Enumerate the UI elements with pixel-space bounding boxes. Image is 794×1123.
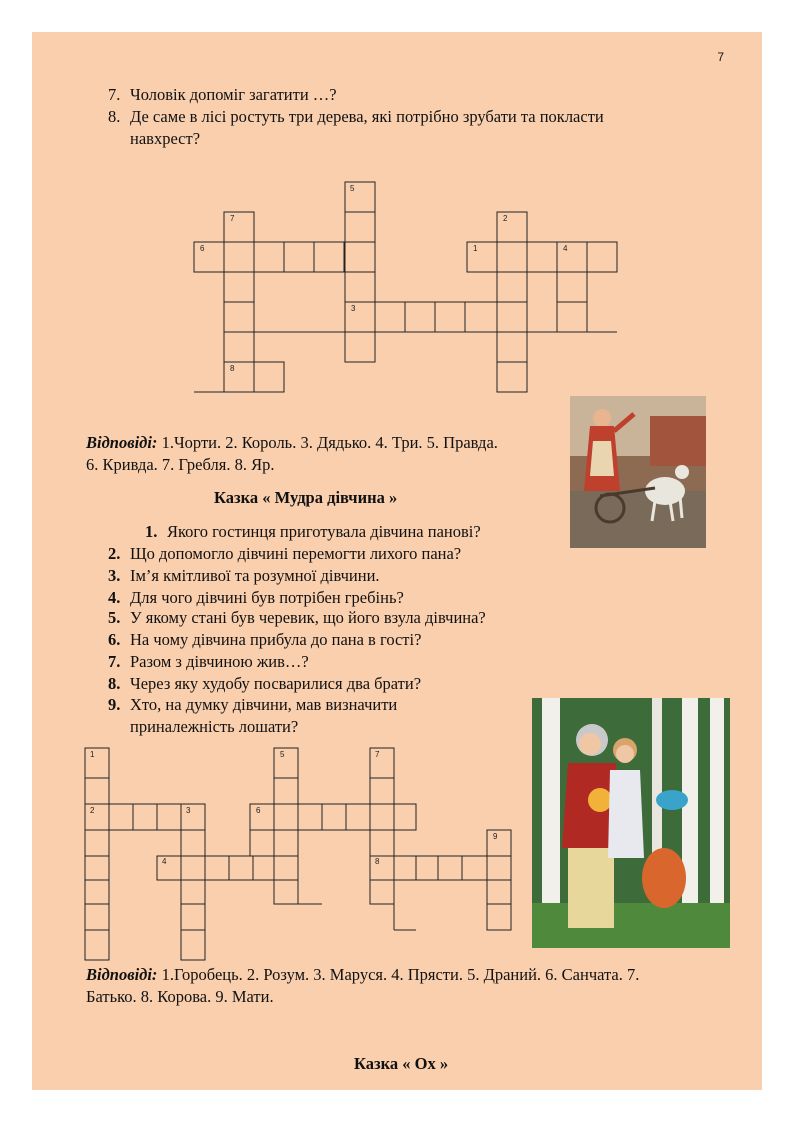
illustration-girl-with-cart [570,396,706,548]
question-2-s2: 2. Що допомогло дівчині перемогти лихого пана? [108,544,462,563]
question-4-s2: 4. Для чого дівчині був потрібен гребінь? [108,588,404,607]
question-5-s2: 5. У якому стані був черевик, що його взула дівчина? [108,608,486,627]
answers-2-line-1: Відповіді: 1.Горобець. 2. Розум. 3. Маруся. 4. Прясти. 5. Драний. 6. Санчата. 7. [86,965,640,984]
answers-2-line-2: Батько. 8. Корова. 9. Мати. [86,987,274,1006]
crossword-1-num-5: 5 [350,184,355,193]
question-8-s1: 8. Де саме в лісі ростуть три дерева, які потрібно зрубати та покласти [108,107,604,126]
question-9-s2-continued: приналежність лошати? [130,717,299,736]
crossword-2-num-3: 3 [186,806,191,815]
crossword-2-num-1: 1 [90,750,95,759]
crossword-2-num-6: 6 [256,806,261,815]
crossword-1-num-2: 2 [503,214,508,223]
answers-1-line-1: Відповіді: 1.Чорти. 2. Король. 3. Дядько. 4. Три. 5. Правда. [86,433,498,452]
question-8-s2: 8. Через яку худобу посварилися два брати? [108,674,422,693]
page-number: 7 [717,50,724,64]
crossword-2-num-4: 4 [162,857,167,866]
question-8-s1-continued: навхрест? [130,129,201,148]
crossword-1-num-6: 6 [200,244,205,253]
question-7-s2: 7. Разом з дівчиною жив…? [108,652,309,671]
question-9-s2: 9. Хто, на думку дівчини, мав визначити [108,695,398,714]
section-title-oh: Казка « Ох » [354,1054,449,1073]
question-1-s2: 1. Якого гостинця приготувала дівчина панові? [145,522,481,541]
crossword-2-num-7: 7 [375,750,380,759]
crossword-2-num-8: 8 [375,857,380,866]
crossword-2-num-9: 9 [493,832,498,841]
question-3-s2: 3. Ім’я кмітливої та розумної дівчини. [108,566,380,585]
question-7-s1: 7. Чоловік допоміг загатити …? [108,85,337,104]
crossword-1-num-8: 8 [230,364,235,373]
crossword-1-num-3: 3 [351,304,356,313]
crossword-1-num-1: 1 [473,244,478,253]
question-6-s2: 6. На чому дівчина прибула до пана в гості? [108,630,422,649]
crossword-2-num-2: 2 [90,806,95,815]
answers-1-line-2: 6. Кривда. 7. Гребля. 8. Яр. [86,455,275,474]
crossword-1-num-7: 7 [230,214,235,223]
section-title-mudra-divchyna: Казка « Мудра дівчина » [214,488,398,507]
illustration-man-and-girl-in-forest [532,698,730,948]
crossword-1-num-4: 4 [563,244,568,253]
crossword-2-num-5: 5 [280,750,285,759]
